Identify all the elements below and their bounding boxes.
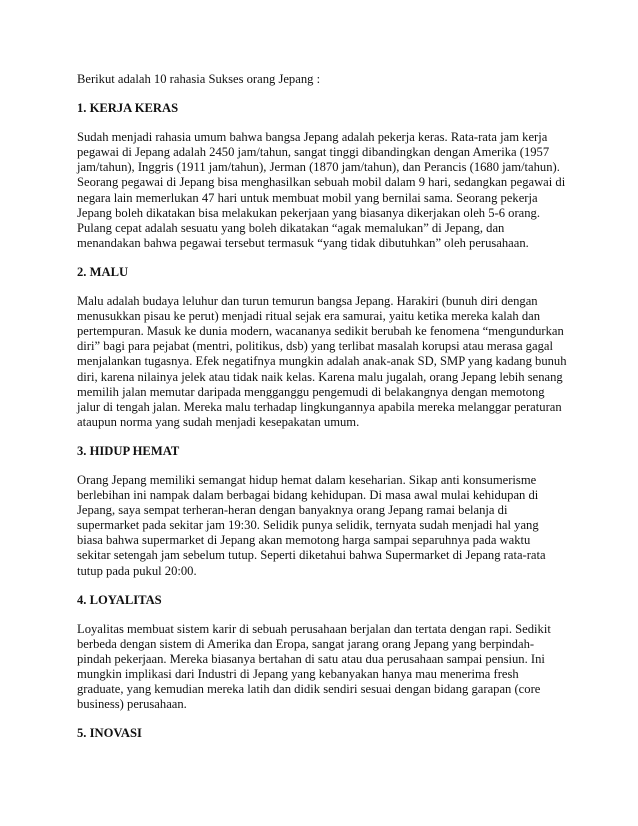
section-heading-loyalitas: 4. LOYALITAS <box>77 592 162 607</box>
section-heading-kerja-keras: 1. KERJA KERAS <box>77 101 179 116</box>
section-heading-inovasi: 5. INOVASI <box>77 726 142 741</box>
intro-text: Berikut adalah 10 rahasia Sukses orang Jepang : <box>77 72 321 86</box>
section-body-malu: Malu adalah budaya leluhur dan turun temurun bangsa Jepang. Harakiri (bunuh diri dengan menusukkan pisau ke perut) menjadi ritual sejak era samurai, yaitu ketika mereka kalah dan pertempuran. Masuk ke dunia modern, wacananya sedikit berubah ke fenomena “mengundurkan diri” bagi para pejabat (mentri, politikus, dsb) yang terlibat masalah korupsi atau merasa gagal menjalankan tugasnya. Efek negatifnya mungkin adalah anak-anak SD, SMP yang kadang bunuh diri, karena nilainya jelek atau tidak naik kelas. Karena malu jugalah, orang Jepang lebih senang memilih jalan memutar daripada mengganggu pengemudi di belakangnya dengan memotong jalur di tengah jalan. Mereka malu terhadap lingkungannya apabila mereka melanggar peraturan ataupun norma yang sudah menjadi kesepakatan umum. <box>77 294 567 429</box>
section-heading-hidup-hemat: 3. HIDUP HEMAT <box>77 443 180 458</box>
section-body-hidup-hemat: Orang Jepang memiliki semangat hidup hemat dalam keseharian. Sikap anti konsumerisme berlebihan ini nampak dalam berbagai bidang kehidupan. Di masa awal mulai kehidupan di Jepang, saya sempat terheran-heran dengan banyaknya orang Jepang ramai belanja di supermarket pada sekitar jam 19:30. Selidik punya selidik, ternyata sudah menjadi hal yang biasa bahwa supermarket di Jepang akan memotong harga sampai separuhnya pada waktu sekitar setengah jam sebelum tutup. Seperti diketahui bahwa Supermarket di Jepang rata-rata tutup pada pukul 20:00. <box>77 472 546 578</box>
section-heading-malu: 2. MALU <box>77 264 129 279</box>
section-body-kerja-keras: Sudah menjadi rahasia umum bahwa bangsa Jepang adalah pekerja keras. Rata-rata jam kerja pegawai di Jepang adalah 2450 jam/tahun, sangat tinggi dibandingkan dengan Amerika (1957 jam/tahun), Inggris (1911 jam/tahun), Jerman (1870 jam/tahun), dan Perancis (1680 jam/tahun). Seorang pegawai di Jepang bisa menghasilkan sebuah mobil dalam 9 hari, sedangkan pegawai di negara lain memerlukan 47 hari untuk membuat mobil yang bernilai sama. Seorang pekerja Jepang boleh dikatakan bisa melakukan pekerjaan yang biasanya dikerjakan oleh 5-6 orang. Pulang cepat adalah sesuatu yang boleh dikatakan “agak memalukan” di Jepang, dan menandakan bahwa pegawai tersebut termasuk “yang tidak dibutuhkan” oleh perusahaan. <box>77 130 566 250</box>
section-body-loyalitas: Loyalitas membuat sistem karir di sebuah perusahaan berjalan dan tertata dengan rapi. Sedikit berbeda dengan sistem di Amerika dan Eropa, sangat jarang orang Jepang yang berpindah-pindah pekerjaan. Mereka biasanya bertahan di satu atau dua perusahaan sampai pensiun. Ini mungkin implikasi dari Industri di Jepang yang kebanyakan hanya mau menerima fresh graduate, yang kemudian mereka latih dan didik sendiri sesuai dengan bidang garapan (core business) perusahaan. <box>77 621 551 712</box>
document-page <box>77 72 567 755</box>
